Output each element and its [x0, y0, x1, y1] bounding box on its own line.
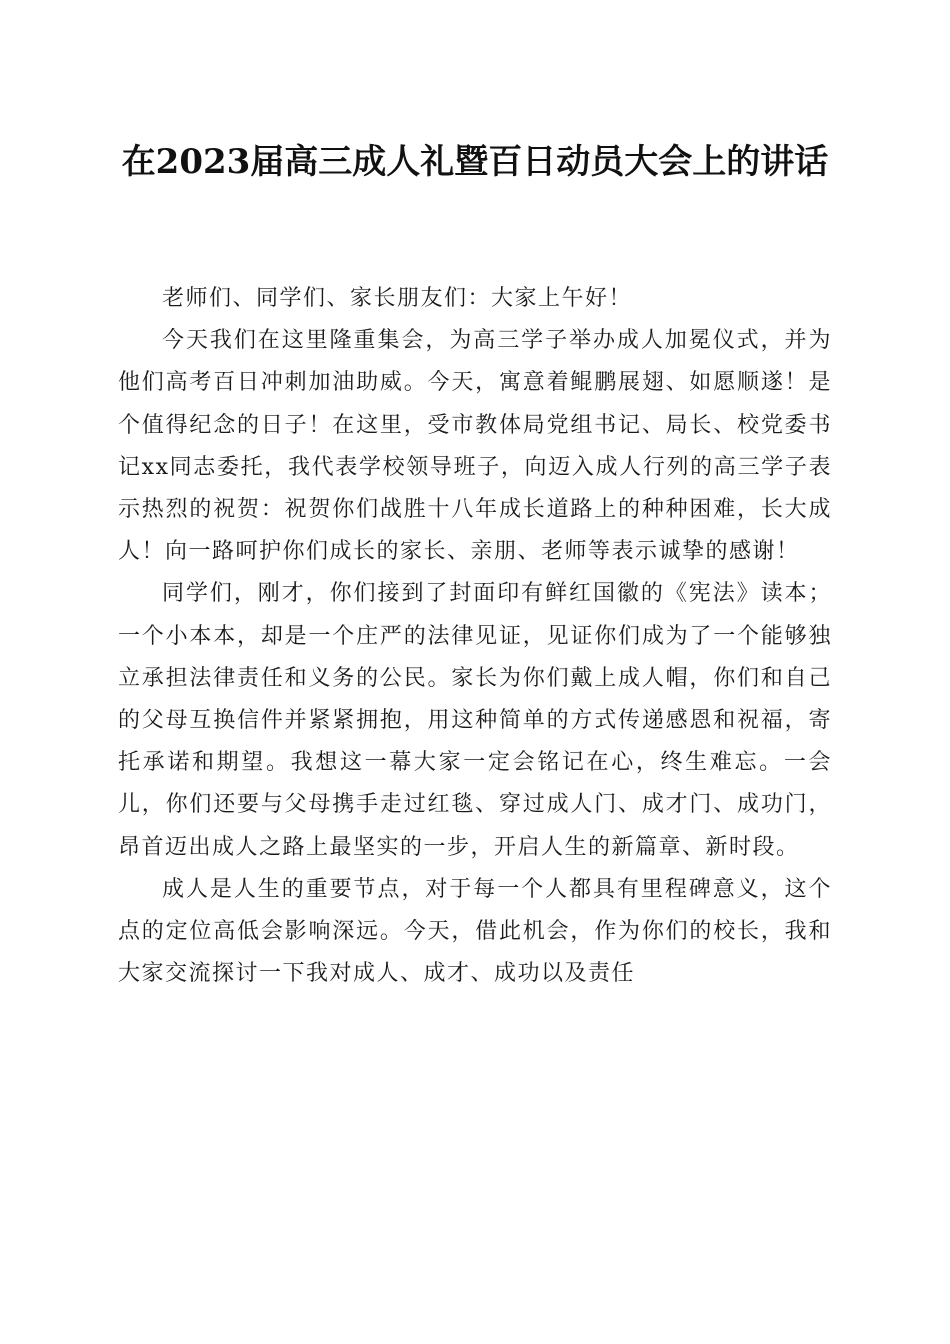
paragraph-opening: 今天我们在这里隆重集会，为高三学子举办成人加冕仪式，并为他们高考百日冲刺加油助威。今天，寓意着鲲鹏展翅、如愿顺遂！是个值得纪念的日子！在这里，受市教体局党组书记、局长、校党委书记xx同志委托，我代表学校领导班子，向迈入成人行列的高三学子表示热烈的祝贺：祝贺你们战胜十八年成长道路上的种种困难，长大成人！向一路呵护你们成长的家长、亲朋、老师等表示诚挚的感谢！ [118, 328, 832, 565]
paragraph-greeting: 老师们、同学们、家长朋友们：大家上午好！ [162, 286, 633, 311]
document-title: 在2023届高三成人礼暨百日动员大会上的讲话 [121, 142, 829, 182]
document-body [118, 278, 832, 995]
paragraph-ceremony: 同学们，刚才，你们接到了封面印有鲜红国徽的《宪法》读本；一个小本本，却是一个庄严的法律见证，见证你们成为了一个能够独立承担法律责任和义务的公民。家长为你们戴上成人帽，你们和自己的父母互换信件并紧紧拥抱，用这种简单的方式传递感恩和祝福，寄托承诺和期望。我想这一幕大家一定会铭记在心，终生难忘。一会儿，你们还要与父母携手走过红毯、穿过成人门、成才门、成功门，昂首迈出成人之路上最坚实的一步，开启人生的新篇章、新时段。 [118, 581, 832, 860]
paragraph-adulthood: 成人是人生的重要节点，对于每一个人都具有里程碑意义，这个点的定位高低会影响深远。今天，借此机会，作为你们的校长，我和大家交流探讨一下我对成人、成才、成功以及责任 [118, 876, 832, 987]
